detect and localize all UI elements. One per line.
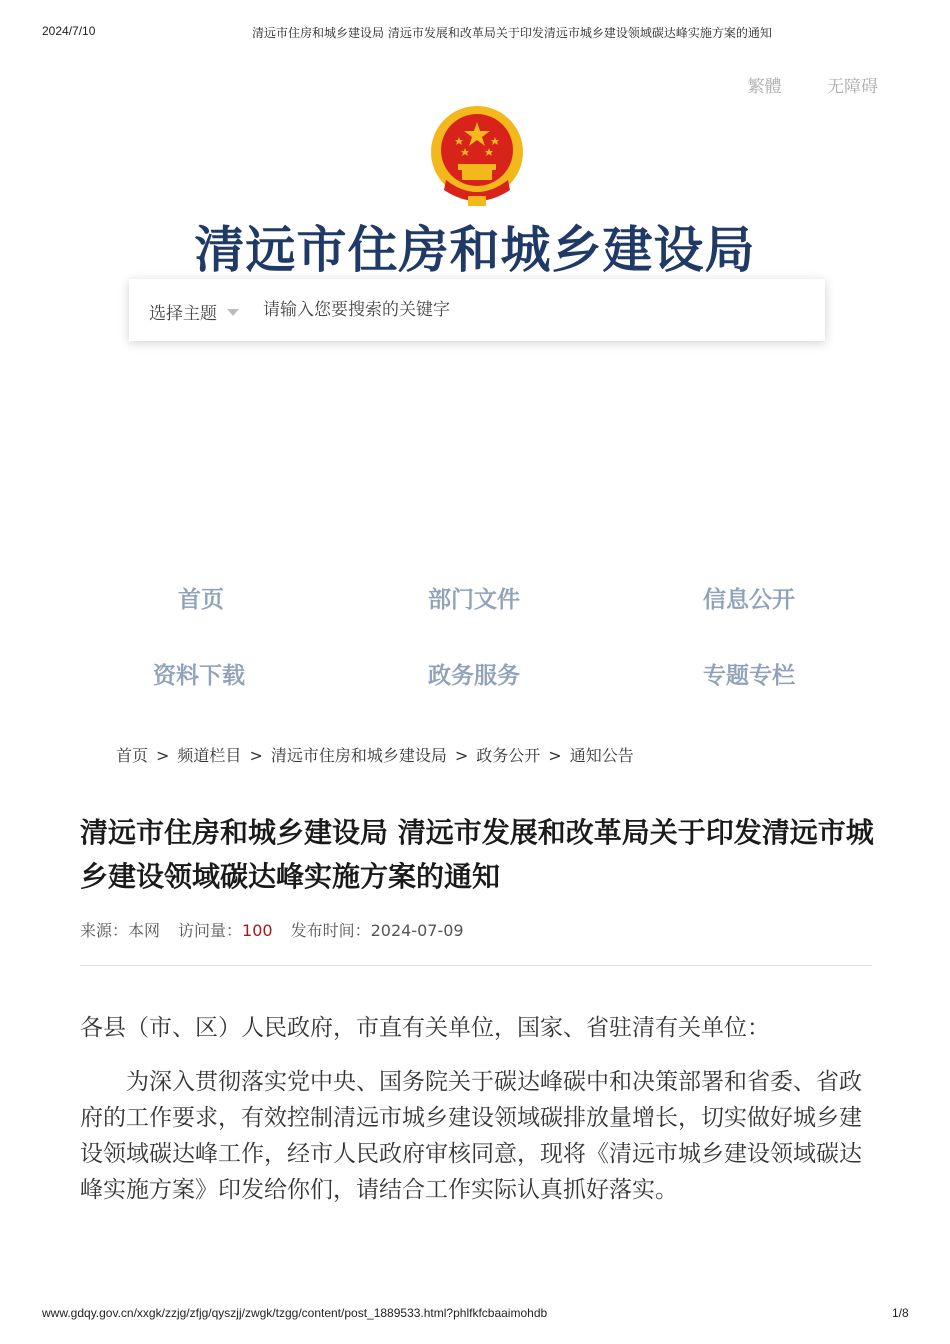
article-paragraph: 为深入贯彻落实党中央、国务院关于碳达峰碳中和决策部署和省委、省政府的工作要求，有效控制清远市城乡建设领域碳排放量增长，切实做好城乡建设领域碳达峰工作，经市人民政府审核同意，现将《清远市城乡建设领域碳达峰实施方案》印发给你们，请结合工作实际认真抓好落实。 xyxy=(80,1069,862,1203)
print-page-number: 1/8 xyxy=(892,1306,909,1320)
breadcrumb-separator: > xyxy=(156,746,170,765)
traditional-chinese-link[interactable]: 繁體 xyxy=(747,77,782,97)
nav-item-info-disclosure[interactable]: 信息公开 xyxy=(703,587,795,613)
breadcrumb xyxy=(116,743,634,766)
print-url: www.gdqy.gov.cn/xxgk/zzjg/zfjg/qyszjj/zwgk/tzgg/content/post_1889533.html?phlfkfcbaaimohdb xyxy=(42,1306,548,1320)
national-emblem-icon xyxy=(428,104,526,208)
chevron-down-icon xyxy=(227,309,239,316)
source-value: 本网 xyxy=(128,921,161,940)
search-box xyxy=(129,279,825,341)
views-label: 访问量： xyxy=(178,921,243,940)
article-title: 清远市住房和城乡建设局 清远市发展和改革局关于印发清远市城乡建设领域碳达峰实施方案的通知 xyxy=(80,816,874,893)
nav-item-department-docs[interactable]: 部门文件 xyxy=(428,587,520,613)
breadcrumb-item[interactable]: 频道栏目 xyxy=(177,746,242,765)
breadcrumb-item[interactable]: 政务公开 xyxy=(476,746,541,765)
breadcrumb-separator: > xyxy=(454,746,469,765)
utility-links xyxy=(708,72,878,97)
nav-item-downloads[interactable]: 资料下载 xyxy=(153,663,245,689)
topic-select-label: 选择主题 xyxy=(149,304,217,324)
article-paragraph: 各县（市、区）人民政府，市直有关单位，国家、省驻清有关单位： xyxy=(80,1015,770,1041)
print-page-title: 清远市住房和城乡建设局 清远市发展和改革局关于印发清远市城乡建设领域碳达峰实施方案的通知 xyxy=(252,26,772,40)
print-date: 2024/7/10 xyxy=(42,24,96,38)
search-input[interactable] xyxy=(263,293,793,327)
divider xyxy=(80,965,872,966)
breadcrumb-item[interactable]: 清远市住房和城乡建设局 xyxy=(270,746,447,765)
views-count: 100 xyxy=(242,921,273,940)
nav-item-special-topics[interactable]: 专题专栏 xyxy=(703,663,795,689)
source-label: 来源： xyxy=(80,921,129,940)
publish-date: 2024-07-09 xyxy=(370,921,464,940)
breadcrumb-item[interactable]: 通知公告 xyxy=(569,746,634,765)
breadcrumb-item[interactable]: 首页 xyxy=(116,746,149,765)
nav-item-home[interactable]: 首页 xyxy=(178,587,224,613)
site-title: 清远市住房和城乡建设局 xyxy=(194,221,756,279)
topic-select[interactable] xyxy=(149,299,239,324)
publish-date-label: 发布时间： xyxy=(290,921,371,940)
breadcrumb-separator: > xyxy=(249,746,263,765)
print-header xyxy=(0,22,950,42)
breadcrumb-separator: > xyxy=(548,746,562,765)
nav-item-government-services[interactable]: 政务服务 xyxy=(428,663,520,689)
article-meta xyxy=(80,918,464,941)
accessibility-link[interactable]: 无障碍 xyxy=(827,77,878,97)
